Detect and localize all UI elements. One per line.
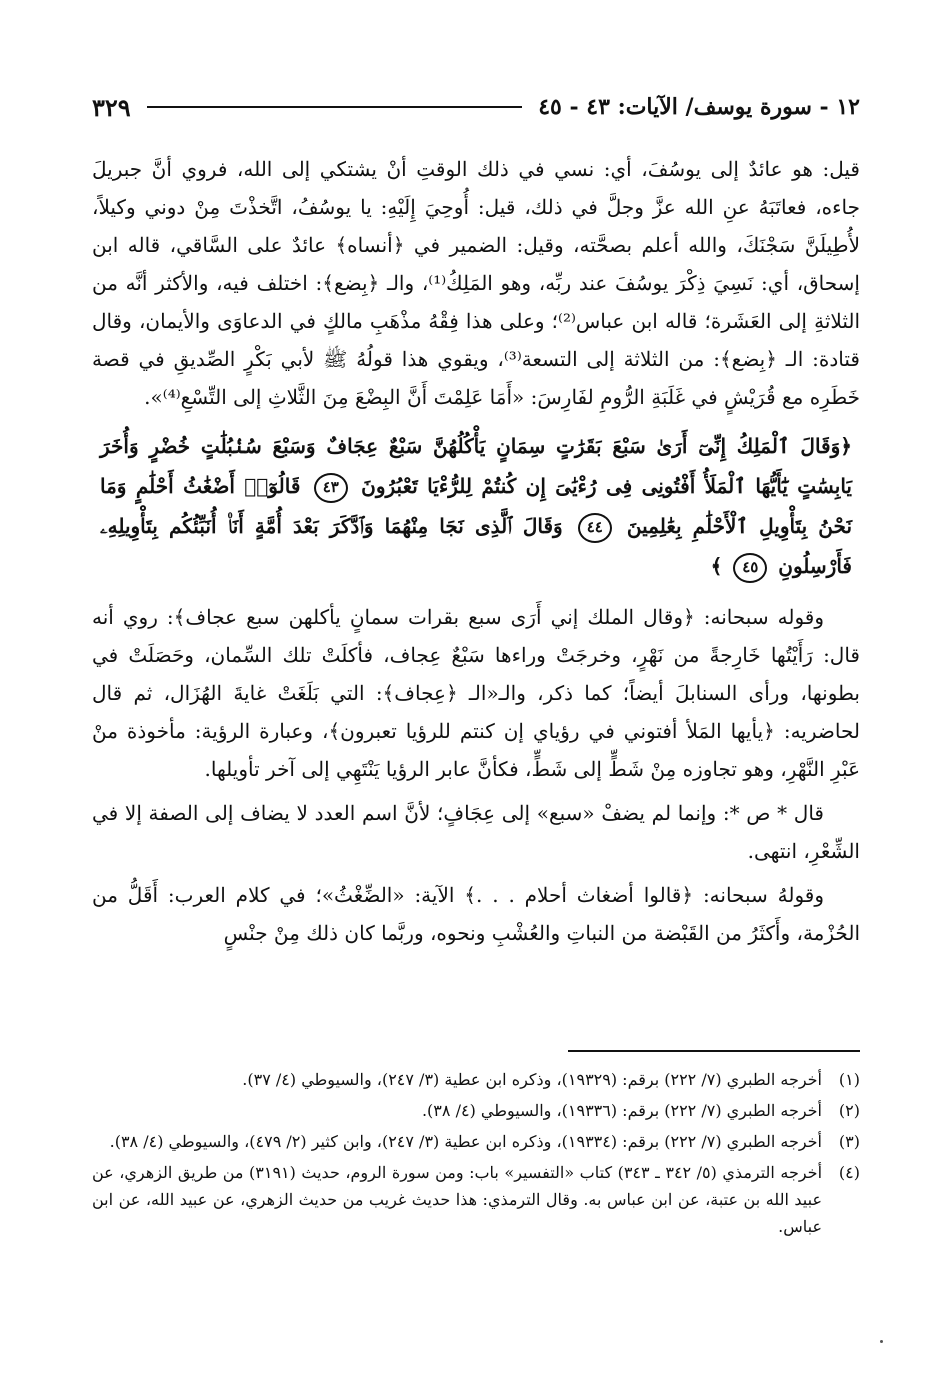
verse-text: قَالُوٓا۟ أَضْغَٰثُ أَحْلَٰمٍ وَمَا نَحْنُ بِتَأْوِيلِ ٱلْأَحْلَٰمِ بِعَٰلِمِينَ [100, 474, 853, 538]
footnote-separator [568, 1050, 860, 1052]
page-number: ٣٢٩ [92, 92, 131, 122]
footnote [92, 1159, 860, 1240]
header-rule [147, 106, 523, 108]
footnote-number: (٣) [838, 1132, 860, 1151]
page-header [92, 90, 860, 124]
scan-speck [880, 1340, 883, 1343]
footnote-number: (١) [838, 1070, 860, 1089]
footnote-number: (٢) [838, 1101, 860, 1120]
paragraph: وقولهُ سبحانه: ﴿قالوا أضغاث أحلام . . .﴾ الآية: «الضِّغْثُ»؛ في كلام العرب: أَقَلُّ من الحُزْمة، وأَكثَرُ من القَبْضة من النباتِ والعُشْبِ ونحوه، وربَّما كان ذلك مِنْ جنْسٍ [92, 883, 860, 945]
verse-text: ﴿وَقَالَ ٱلْمَلِكُ إِنِّىٓ أَرَىٰ سَبْعَ بَقَرَٰتٍ سِمَانٍ يَأْكُلُهُنَّ سَبْعٌ عِجَافٌ وَسَبْعَ سُنۢبُلَٰتٍ خُضْرٍ وَأُخَرَ يَابِسَٰتٍ يَٰٓأَيُّهَا ٱلْمَلَأُ أَفْتُونِى فِى رُءْيَٰىَ إِن كُنتُمْ لِلرُّءْيَا تَعْبُرُونَ [100, 434, 852, 498]
footnote [92, 1097, 860, 1124]
main-text [92, 150, 860, 1020]
verse-text: وَقَالَ ٱلَّذِى نَجَا مِنْهُمَا وَٱدَّكَرَ بَعْدَ أُمَّةٍ أَنَا۠ أُنَبِّئُكُم بِتَأْوِيلِهِۦ فَأَرْسِلُونِ [100, 514, 852, 578]
footnotes [92, 1066, 860, 1326]
verse-number-marker: ٤٤ [578, 513, 612, 543]
paragraph: قيل: هو عائدٌ إلى يوسُفَ، أي: نسي في ذلك الوقتِ أنْ يشتكي إلى الله، فروي أنَّ جبريلَ جاءه، فعاتَبَهُ عنِ الله عزَّ وجلَّ في ذلك، قيل: أُوحِيَ إِلَيْهِ: يا يوسُفُ، اتَّخذْتَ مِنْ دوني وكيلاً، لأُطِيلَنَّ سَجْنَكَ، والله أعلم بصحَّته، وقيل: الضمير في ﴿أنساه﴾ عائدٌ على السَّاقي، قاله ابن إسحاق، أي: نَسِيَ ذِكْرَ يوسُفَ عند ربِّه، وهو المَلِكُ⁽¹⁾، والـ ﴿بِضع﴾: اختلف فيه، والأكثر أنَّه من الثلاثةِ إلى العَشَرة؛ قاله ابن عباس⁽²⁾؛ وعلى هذا فِقْهُ مذْهَبِ مالكٍ في الدعاوَى والأيمان، وقال قتادة: الـ ﴿بِضع﴾: من الثلاثة إلى التسعة⁽³⁾، ويقوي هذا قولُهُ ﷺ لأبي بَكْرٍ الصِّديقِ في قصة خَطَرِه مع قُرَيْشٍ في غَلَبَةِ الرُّومِ لفَارِسَ: «أَمَا عَلِمْتَ أَنَّ البِضْعَ مِنَ الثَّلاثِ إلى التِّسْعِ⁽⁴⁾». [92, 157, 860, 409]
quran-bracket-close: ﴾ [710, 554, 723, 578]
footnote-text: أخرجه الطبري (٧/ ٢٢٢) برقم: (١٩٣٣٦)، والسيوطي (٤/ ٣٨). [421, 1101, 822, 1120]
footnote [92, 1066, 860, 1093]
footnote-text: أخرجه الترمذي (٥/ ٣٤٢ ـ ٣٤٣) كتاب «التفسير» باب: ومن سورة الروم، حديث (٣١٩١) من طريق الزهري، عن عبيد الله بن عتبة، عن ابن عباس به. وقال الترمذي: هذا حديث غريب من حديث الزهري، عن عبيد الله، عن ابن عباس. [92, 1163, 823, 1236]
footnote-number: (٤) [838, 1163, 860, 1182]
footnote-text: أخرجه الطبري (٧/ ٢٢٢) برقم: (١٩٣٣٤)، وذكره ابن عطية (٣/ ٢٤٧)، وابن كثير (٢/ ٤٧٩)، والسيوطي (٤/ ٣٨). [109, 1132, 822, 1151]
footnote-text: أخرجه الطبري (٧/ ٢٢٢) برقم: (١٩٣٢٩)، وذكره ابن عطية (٣/ ٢٤٧)، والسيوطي (٤/ ٣٧). [242, 1070, 822, 1089]
footnote [92, 1128, 860, 1155]
paragraph: قال * ص *: وإنما لم يضفْ «سبع» إلى عِجَافٍ؛ لأنَّ اسم العدد لا يضاف إلى الصفة إلا في الشِّعْرِ، انتهى. [92, 801, 860, 863]
verse-number-marker: ٤٣ [314, 473, 348, 503]
running-title: ١٢ - سورة يوسف/ الآيات: ٤٣ - ٤٥ [538, 94, 860, 120]
verse-number-marker: ٤٥ [733, 553, 767, 583]
quran-verses [92, 426, 860, 586]
paragraph: وقوله سبحانه: ﴿وقال الملك إني أَرَى سبع بقرات سمانٍ يأكلهن سبع عجاف﴾: روي أنه قال: رَأَيْتُها خَارِجةً من نَهْرٍ، وخرجَتْ وراءها سَبْعٌ عِجاف، فأكلَتْ تلك السِّمان، وحَصَلَتْ في بطونها، ورأى السنابلَ أيضاً؛ كما ذكر، والـ«الـ ﴿عِجاف﴾: التي بَلَغَتْ غايةَ الهُزَال، ثم قال لحاضريه: ﴿يأيها المَلأ أفتوني في رؤياي إن كنتم للرؤيا تعبرون﴾، وعبارة الرؤية: مأخوذة منْ عَبْرِ النَّهْرِ، وهو تجاوزه مِنْ شَطٍّ إلى شَطٍّ، فكأنَّ عابر الرؤيا يَنْتَهِي إلى آخر تأويلها. [92, 605, 860, 781]
